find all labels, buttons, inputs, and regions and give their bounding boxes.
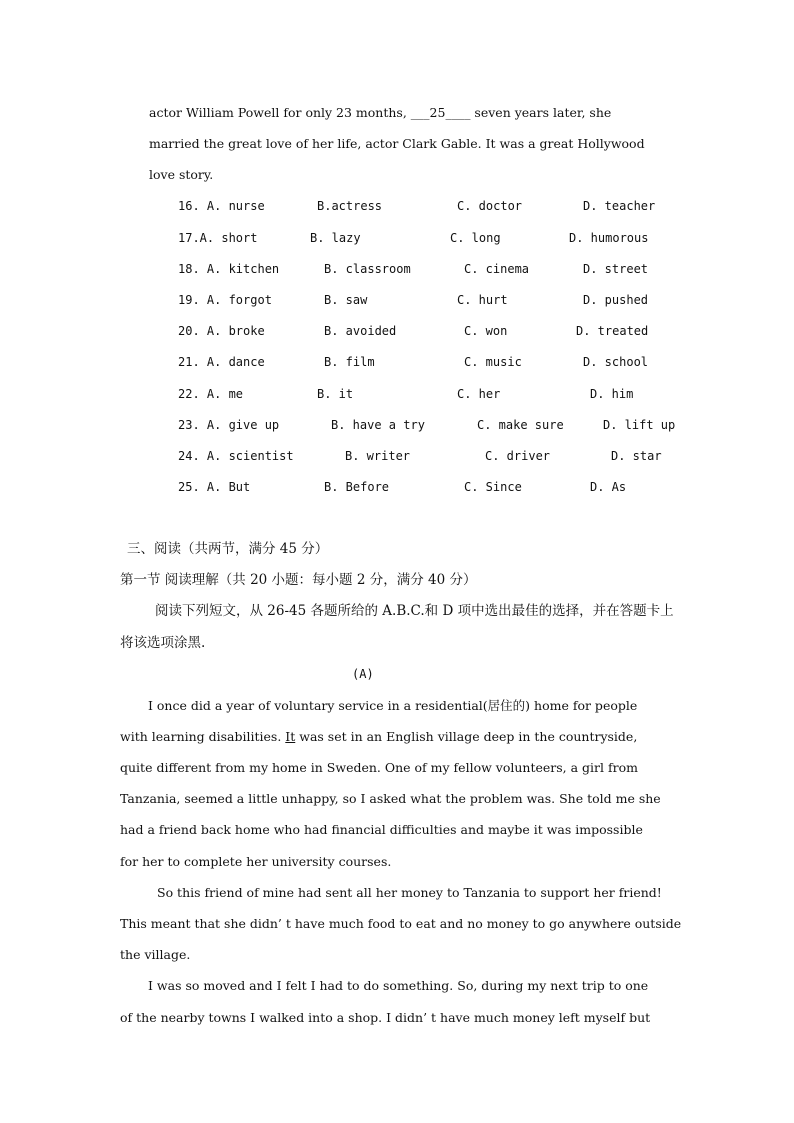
question-option-b: B. saw [324, 293, 368, 307]
question-option-a: 23. A. give up [178, 418, 280, 432]
underlined-word: It [285, 729, 296, 744]
passage-a-p1-line-1 [148, 698, 637, 714]
passage-end-line-2: married the great love of her life, actor Clark Gable. It was a great Hollywood [149, 136, 645, 151]
question-option-d: D. pushed [583, 293, 649, 307]
passage-a-p1-line-3: quite different from my home in Sweden. One of my fellow volunteers, a girl from [120, 760, 638, 775]
question-option-c: C. won [464, 324, 508, 338]
question-option-a: 20. A. broke [178, 324, 265, 338]
text-run: (居住的) [482, 698, 531, 713]
instruction-line-1: 阅读下列短文，从 26-45 各题所给的 A.B.C.和 D 项中选出最佳的选择，并在答题卡上 [155, 603, 674, 619]
text-run: with learning disabilities. [120, 729, 286, 744]
question-option-c: C. doctor [457, 199, 523, 213]
passage-a-p2-line-2: This meant that she didn’ t have much food to eat and no money to go anywhere outside [120, 916, 682, 931]
passage-a-p1-line-2 [120, 729, 637, 745]
passage-a-p1-line-6: for her to complete her university courses. [120, 854, 392, 869]
question-option-b: B. lazy [310, 231, 361, 245]
question-option-a: 18. A. kitchen [178, 262, 280, 276]
question-option-b: B. writer [345, 449, 411, 463]
passage-a-p3-line-2: of the nearby towns I walked into a shop. I didn’ t have much money left myself but [120, 1010, 651, 1025]
question-option-c: C. music [464, 355, 522, 369]
question-option-d: D. street [583, 262, 649, 276]
question-option-a: 21. A. dance [178, 355, 265, 369]
question-option-b: B. it [317, 387, 354, 401]
question-option-a: 24. A. scientist [178, 449, 294, 463]
question-option-a: 16. A. nurse [178, 199, 265, 213]
question-option-c: C. hurt [457, 293, 508, 307]
question-option-d: D. school [583, 355, 649, 369]
question-option-b: B. film [324, 355, 375, 369]
question-option-d: D. star [611, 449, 662, 463]
passage-end-line-3: love story. [149, 167, 214, 182]
question-option-a: 17.A. short [178, 231, 258, 245]
question-option-c: C. long [450, 231, 501, 245]
question-option-d: D. teacher [583, 199, 656, 213]
question-option-c: C. make sure [477, 418, 564, 432]
question-option-c: C. driver [485, 449, 551, 463]
question-option-d: D. him [590, 387, 634, 401]
passage-label: (A) [352, 667, 374, 681]
passage-a-p3-line-1: I was so moved and I felt I had to do something. So, during my next trip to one [148, 978, 649, 993]
question-option-b: B. Before [324, 480, 390, 494]
section-subheading: 第一节 阅读理解（共 20 小题：每小题 2 分，满分 40 分） [120, 572, 477, 588]
passage-a-p1-line-5: had a friend back home who had financial difficulties and maybe it was impossible [120, 822, 643, 837]
question-option-d: D. lift up [603, 418, 676, 432]
question-option-b: B. classroom [324, 262, 411, 276]
question-option-b: B.actress [317, 199, 383, 213]
text-run: home for people [530, 698, 638, 713]
question-option-a: 22. A. me [178, 387, 244, 401]
question-option-b: B. have a try [331, 418, 425, 432]
question-option-c: C. her [457, 387, 501, 401]
text-run: was set in an English village deep in the countryside, [295, 729, 638, 744]
passage-end-line-1: actor William Powell for only 23 months, ___25____ seven years later, she [149, 105, 612, 120]
passage-a-p2-line-3: the village. [120, 947, 191, 962]
instruction-line-2: 将该选项涂黑. [120, 635, 206, 651]
question-option-d: D. humorous [569, 231, 649, 245]
question-option-b: B. avoided [324, 324, 397, 338]
text-run: I once did a year of voluntary service in a residential [148, 698, 483, 713]
passage-a-p1-line-4: Tanzania, seemed a little unhappy, so I asked what the problem was. She told me she [120, 791, 661, 806]
question-option-a: 25. A. But [178, 480, 251, 494]
passage-a-p2-line-1: So this friend of mine had sent all her money to Tanzania to support her friend! [157, 885, 662, 900]
question-option-d: D. treated [576, 324, 649, 338]
question-option-a: 19. A. forgot [178, 293, 272, 307]
section-heading: 三、阅读（共两节，满分 45 分） [127, 541, 329, 557]
question-option-c: C. Since [464, 480, 522, 494]
question-option-c: C. cinema [464, 262, 530, 276]
question-option-d: D. As [590, 480, 627, 494]
